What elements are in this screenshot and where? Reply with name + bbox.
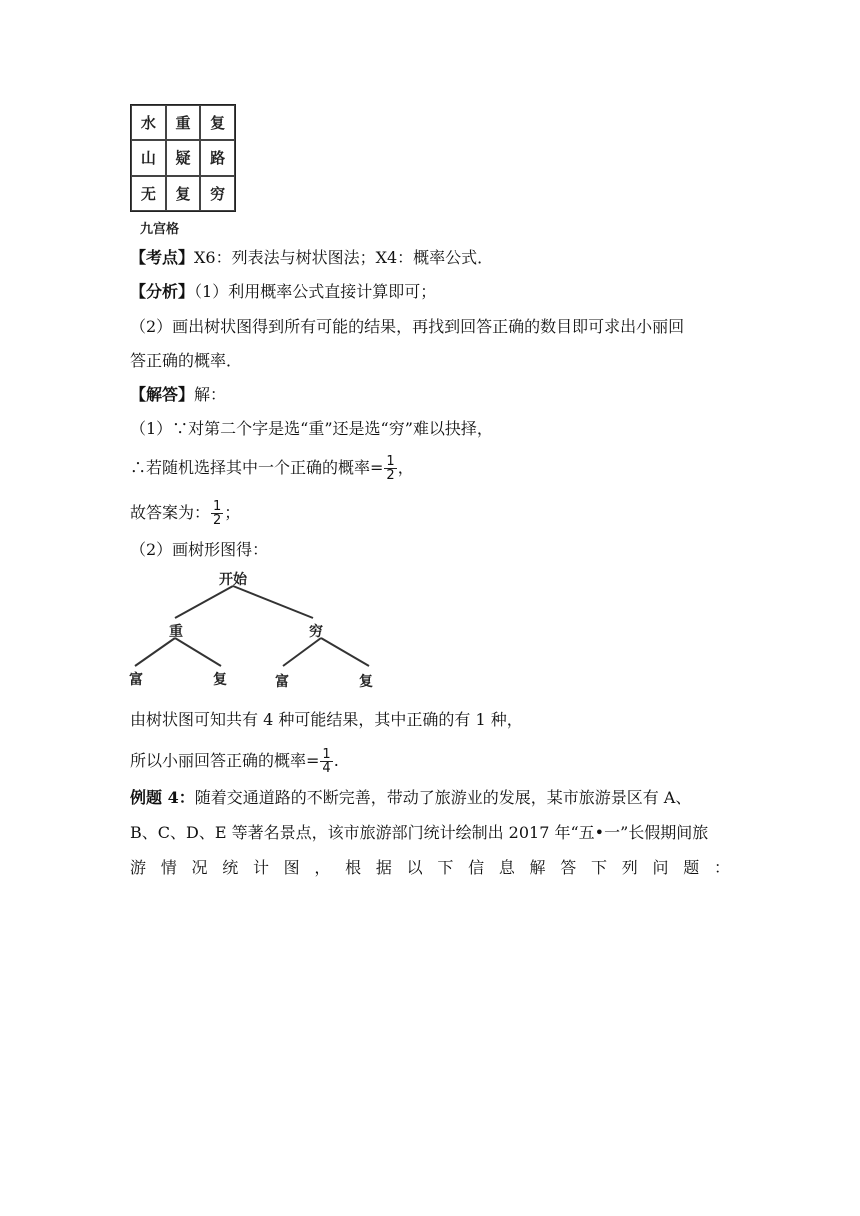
grid-cell: 路 bbox=[200, 140, 235, 175]
example-char: 列 bbox=[621, 858, 638, 877]
grid-cell: 山 bbox=[131, 140, 166, 175]
example-line-b: B、C、D、E 等著名景点，该市旅游部门统计绘制出 2017 年“五•一”长假期间旅 bbox=[130, 823, 709, 842]
q2-line: （2）画树形图得： bbox=[130, 540, 269, 559]
grid-cell: 复 bbox=[200, 105, 235, 140]
example-char: 答 bbox=[560, 858, 577, 877]
fraction-half bbox=[384, 455, 396, 482]
example-line-a bbox=[130, 788, 691, 808]
result-line-2 bbox=[130, 748, 339, 775]
fraction-quarter bbox=[320, 748, 332, 775]
tree-node-label: 重 bbox=[169, 624, 183, 640]
example-char: 据 bbox=[375, 858, 392, 877]
example-char: 解 bbox=[529, 858, 546, 877]
tree-edge bbox=[321, 638, 369, 666]
result-text: 所以小丽回答正确的概率= bbox=[130, 751, 320, 770]
fenxi2-line-b: 答正确的概率． bbox=[130, 351, 243, 370]
result-post: . bbox=[333, 751, 339, 770]
grid-cell: 疑 bbox=[166, 140, 201, 175]
tree-edge bbox=[175, 638, 221, 666]
example-char: 图 bbox=[283, 858, 300, 877]
tree-leaf-label: 复 bbox=[359, 674, 373, 690]
fenxi-text: （1）利用概率公式直接计算即可； bbox=[194, 282, 437, 301]
example-char: 问 bbox=[652, 858, 669, 877]
jieda-line bbox=[130, 385, 226, 405]
tree-node-label: 穷 bbox=[309, 624, 323, 640]
grid-cell: 复 bbox=[166, 176, 201, 211]
example-char: 以 bbox=[406, 858, 423, 877]
nine-palace-grid bbox=[130, 104, 236, 212]
jieda-text: 解： bbox=[194, 385, 227, 404]
fenxi-line bbox=[130, 282, 436, 302]
example-char: 下 bbox=[591, 858, 608, 877]
grid-cell: 水 bbox=[131, 105, 166, 140]
fenxi2-line-a: （2）画出树状图得到所有可能的结果，再找到回答正确的数目即可求出小丽回 bbox=[130, 317, 685, 336]
grid-caption: 九宫格 bbox=[140, 222, 180, 237]
example-char: 统 bbox=[222, 858, 239, 877]
example-text-a: 随着交通道路的不断完善，带动了旅游业的发展，某市旅游景区有 A、 bbox=[194, 788, 692, 807]
tree-diagram bbox=[125, 566, 385, 694]
grid-cell: 无 bbox=[131, 176, 166, 211]
fraction-numerator: 1 bbox=[213, 499, 222, 514]
jieda-tag: 【解答】 bbox=[130, 385, 195, 404]
example-char: 游 bbox=[130, 858, 147, 877]
q1b-post: ， bbox=[397, 458, 414, 477]
example-char: ： bbox=[713, 858, 730, 877]
example-line-c bbox=[130, 858, 730, 878]
kaodian-line bbox=[130, 248, 493, 268]
example-char: 题 bbox=[683, 858, 700, 877]
fraction-half bbox=[211, 500, 223, 527]
fenxi-tag: 【分析】 bbox=[130, 282, 195, 301]
q1b-text: ∴若随机选择其中一个正确的概率= bbox=[130, 458, 384, 477]
tree-root-label: 开始 bbox=[219, 572, 247, 588]
tree-edge bbox=[135, 638, 175, 666]
q1c-text: 故答案为： bbox=[130, 503, 211, 522]
fraction-numerator: 1 bbox=[322, 747, 331, 762]
tree-leaf-label: 富 bbox=[129, 672, 143, 688]
kaodian-tag: 【考点】 bbox=[130, 248, 195, 267]
q1c-post: ； bbox=[224, 503, 241, 522]
fraction-denominator: 2 bbox=[386, 468, 395, 483]
example-char: 情 bbox=[160, 858, 177, 877]
fraction-denominator: 2 bbox=[213, 513, 222, 528]
example-char: 信 bbox=[468, 858, 485, 877]
example-char: 息 bbox=[498, 858, 515, 877]
example-char: ， bbox=[314, 858, 331, 877]
example-char: 计 bbox=[252, 858, 269, 877]
q1-line: （1）∵对第二个字是选“重”还是选“穷”难以抉择， bbox=[130, 419, 493, 438]
result-line-1: 由树状图可知共有 4 种可能结果，其中正确的有 1 种， bbox=[130, 710, 523, 729]
example-char: 下 bbox=[437, 858, 454, 877]
kaodian-text: X6：列表法与树状图法；X4：概率公式． bbox=[194, 248, 494, 267]
q1c-line bbox=[130, 500, 240, 527]
tree-edge bbox=[283, 638, 321, 666]
fraction-numerator: 1 bbox=[386, 454, 395, 469]
tree-leaf-label: 复 bbox=[213, 672, 227, 688]
grid-cell: 重 bbox=[166, 105, 201, 140]
example-char: 根 bbox=[345, 858, 362, 877]
grid-cell: 穷 bbox=[200, 176, 235, 211]
q1b-line bbox=[130, 455, 414, 482]
tree-edge bbox=[233, 586, 313, 618]
fraction-denominator: 4 bbox=[322, 761, 331, 776]
example-tag: 例题 4： bbox=[130, 788, 195, 807]
example-char: 况 bbox=[191, 858, 208, 877]
tree-leaf-label: 富 bbox=[275, 674, 289, 690]
tree-edge bbox=[175, 586, 233, 618]
